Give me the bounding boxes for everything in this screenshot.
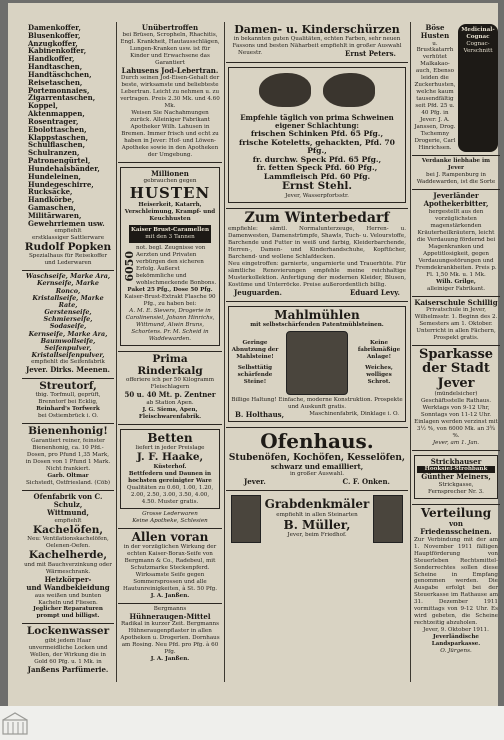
ad-top: Millionen <box>151 169 189 179</box>
mill-right-text <box>355 340 403 386</box>
ad-price: 50 u. 40 Mt. p. Zentner <box>124 390 216 400</box>
ad-sub: (mündelsicher) <box>434 391 478 398</box>
ad-l1: Geringe Abnutzung der Mahlsteine! <box>231 340 279 360</box>
list-item: Aktenmappen, <box>28 109 85 119</box>
ad-text: liefert in jeder Preislage <box>135 445 205 452</box>
ad-betten <box>118 425 222 529</box>
soap-list <box>24 273 112 359</box>
ad-rec: empfiehlt <box>54 517 82 524</box>
ad-text-2: Durch seinen Jod-Eisen-Gehalt der beste, wirksamste und beliebteste Lebertran. Leicht zu nehmen u. zu vertragen. Preis 2.30 Mk. und 4.60 Mk. <box>120 75 220 110</box>
ad-r1: Keine fabrikmäßige Anlage! <box>357 340 401 360</box>
cognac-badge <box>458 24 498 152</box>
ad-brand: Strickhauser <box>430 457 482 467</box>
footer-bar <box>0 706 504 740</box>
list-item: Gewehrriemen usw. <box>28 218 105 228</box>
ad-popken <box>22 22 114 271</box>
list-item: Hundegeschirre, <box>28 179 94 189</box>
list-item: Schulranzen, <box>28 148 80 158</box>
ad-k4s: aus weißen und bunten Kacheln und Fliesen. <box>34 592 102 606</box>
list-item: Ebolottaschen, <box>28 124 87 134</box>
ad-title: Damen- u. Kinderschürzen <box>234 23 400 36</box>
ad-title: Verdanke liebhabe im Jever <box>421 158 491 172</box>
column-rule <box>224 22 225 682</box>
ad-footer <box>231 411 403 419</box>
betten-box <box>120 429 220 509</box>
list-item: fr. fetten Speck Pfd. 60 Pfg., <box>256 163 378 173</box>
ad-sparkasse <box>412 346 500 452</box>
ad-grabdenkmaeler <box>226 491 408 548</box>
grab-text <box>265 498 370 539</box>
ad-schlachterei <box>226 63 408 209</box>
ad-title: Prima Rinderkalg <box>137 352 203 377</box>
ad-name: Rudolf Popken <box>24 240 112 253</box>
ad-name: Lahusens Jod-Lebertran. <box>121 66 219 76</box>
ad-handwriting: Grosse Lederwaren <box>142 510 198 517</box>
ad-ofenhaus <box>226 428 408 490</box>
luggage-list <box>24 24 112 228</box>
list-item: Schmierseife, <box>43 315 93 324</box>
ad-name: Günther Meiners, <box>421 472 491 482</box>
ad-name: J. A. Janßen. <box>150 656 190 663</box>
ad-title: Bienenhonig! <box>28 425 108 438</box>
ad-text: empfiehlt in allen Steinarten <box>276 511 358 518</box>
ad-text: offeriere ich per 50 Kilogramm Fleischlagern <box>125 377 215 391</box>
ad-left: Jever. <box>244 477 266 487</box>
ad-title: Hooksiel-Strohbank <box>417 466 495 473</box>
ad-sub: von Friedensscheinen. <box>420 519 492 537</box>
list-item: Baumwollseife, <box>40 336 96 345</box>
list-item: Schulflaschen, <box>28 140 86 150</box>
ad-title: Streutorf, <box>39 379 97 392</box>
ad-title: Zum Winterbedarf <box>244 209 390 226</box>
ad-text: Privatschule in Jever, Wilhelmsstr. 1. Beginn des 2. Semesters am 1. Oktober. Unterricht in allen Fächern, Prospekt gratis. <box>414 306 498 341</box>
ad-text: empfiehle: sämtl. Normalunterzeuge, Herren- u. Damenwesten, Damenstrümpfe, Shawls, Tuch- u. Velourstoffe, Barchende und Futter in weiß und farbig, Kleiderbarchende, Herren-, Damen- und Kinderhandschuhe, Kopftücher, Barchend- und wollene Schlafdecken. <box>228 226 406 261</box>
list-item: Militärwaren, <box>28 210 82 220</box>
ad-sub: alleiniger Fabrikant. <box>427 285 485 292</box>
ad-text: Zur Verbindung mit der am 1. November 1911 fälligen Hauptförderung von Steuerleben Rechtsmittel-Sonderrechtes sollen diese Scheine in Empfang genommen werden. Die Ausgabe erfolgt bei der Steuerkasse im Rathause am 31. Dezember 1911 vormittags von 9-12 Uhr. Es wird gebeten, die Scheine rechtzeitig abzuholen. <box>414 536 498 627</box>
list-item: Hundehalsbänder, <box>28 163 100 173</box>
ad-sub: Strickgasse, <box>438 481 474 488</box>
list-item: Damenkoffer, <box>28 23 81 32</box>
ad-title: Jeverländer Apothekerbitter, <box>423 191 489 209</box>
ad-r2: Weiches, wolliges Schrot. <box>365 364 393 385</box>
ad-left: Jeuguarden. <box>234 288 282 298</box>
ad-sub: Wittmund, <box>47 508 89 518</box>
ad-husten <box>118 163 222 352</box>
ad-title: Lockenwasser <box>26 625 110 638</box>
ad-text: hergestellt aus den vorzüglichsten magenstärkenden Kräuterheilkräutern, leicht die Verdauung fördernd bei Magenkranken und Appetitlosigkeit, gegen Verdauungsstörungen und Fremdekrankheiten. Preis p. Fl. 1,50 Mk. u. 1 Mk. <box>415 208 497 278</box>
strickhaus-box <box>414 455 498 498</box>
ad-name: Ernst Peters. <box>344 49 396 59</box>
list-item: Handkoffer, <box>28 54 75 64</box>
ad-tel: Fernsprecher Nr. 3. <box>428 488 484 495</box>
ad-schule <box>412 297 500 346</box>
column-4 <box>412 22 500 688</box>
ad-text-2: not. begl. Zeugnisse von Aerzten und Privaten verbürgen den sicheren Erfolg. Äußerst bekömmliche und wohlschmeckende Bonbons. <box>136 245 217 287</box>
ad-title: Ofenfabrik von C. Schulz, <box>33 491 103 510</box>
column-rule <box>116 22 117 682</box>
list-item: Handtäschchen, <box>28 69 92 79</box>
ad-text-2: Neu eingetroffen: garnierte, ungarnierte und Trauerhüte. Für sämtliche Renovierungen empfehle meine reichhaltige Musterkollektion. Anfertigung der modernen Kleider, Blusen, Kostüme und Unterröcke. Preise außerordentlich billig. <box>228 261 406 289</box>
list-item: frischen Schinken Pfd. 65 Pfg., <box>250 129 384 139</box>
ad-sub-3: in großer Auswahl. <box>289 471 345 478</box>
ad-title: Ofenhaus. <box>260 429 374 454</box>
ad-notice <box>412 156 500 190</box>
list-item: Rucksäcke, <box>28 187 73 197</box>
ad-badge-2: Cognac-Verschnitt <box>463 40 493 54</box>
husten-box <box>120 167 220 346</box>
monument-illustration <box>373 495 403 543</box>
list-item: Patronengürtel, <box>28 156 91 166</box>
ad-name-2: Maschinenfabrik, Dinklage i. O. <box>309 410 399 417</box>
pig-illustrations <box>231 70 403 114</box>
ad-k1s: Neu: Ventilationskachelöfen, Oelenen-Oefen. <box>27 536 109 550</box>
ad-top-2: gebrauchen gegen <box>143 178 197 185</box>
column-rule <box>410 22 411 682</box>
ad-strickhaus <box>412 451 500 504</box>
ad-title: Unübertroffen <box>141 23 199 32</box>
ad-handwriting: Jever, am 1. Jan. <box>432 440 480 447</box>
ad-seife <box>118 529 222 604</box>
ad-title: Verteilung <box>420 505 492 520</box>
list-item: Kristallseife, Marke Rate, <box>32 293 104 309</box>
list-item: Rosentrager, <box>28 116 79 126</box>
mill-left-text <box>231 340 279 386</box>
schlachterei-box <box>228 67 406 203</box>
mahlmuehlen-box <box>228 306 406 423</box>
ad-dealers: A. M. E. Sievers, Drogerie in Carolinensiel, Johann Hinrichs, Wittmund, Alwin Bruns, Schortens. Pr. M. Scheid in Waddewarden. <box>125 308 215 342</box>
ad-prices: Qualitäten zu 0.60, 1.00, 1.20, 2.00, 2.50, 3.00, 3.50, 4.00, 4.50. Muster gratis. <box>126 484 214 505</box>
list-item: Waschseife, Marke Ara, <box>25 272 111 281</box>
list-item: Kristallseifenpulver, <box>31 351 105 360</box>
list-item: Blusenkoffer, <box>28 30 81 40</box>
ad-note: empfiehlt die Seifenfabrik <box>31 359 105 366</box>
ad-winterbedarf <box>226 209 408 302</box>
list-item: fr. durchw. Speck Pfd. 65 Pfg., <box>252 154 382 164</box>
ad-k3: Heizkörper- <box>44 575 92 585</box>
library-logo-icon <box>2 712 28 736</box>
ad-recommend: empfiehlt <box>54 227 82 234</box>
ad-date: Jever, 9. Oktober 1911. <box>423 627 489 634</box>
ad-addr: Sichstedt, Ostfriesland. (Cöb) <box>25 479 111 486</box>
ad-sub: mit selbstschärfenden Patentmühlsteinen. <box>250 321 384 328</box>
ad-title: Mahlmühlen <box>274 307 360 322</box>
column-3 <box>226 22 408 688</box>
ad-lebertran <box>118 22 222 163</box>
ad-seifenfabrik <box>22 271 114 378</box>
husten-row <box>414 24 498 152</box>
ad-title: Sparkasse der Stadt Jever <box>418 346 494 391</box>
ad-brand-2: mit den 3 Tannen <box>145 234 195 241</box>
ad-schuerzen <box>226 22 408 63</box>
pig-image <box>323 73 375 107</box>
ad-text: u. Brustkatarrh verhütet Malkakao- auch, Ebenso leiden die Zuckerhusten, welche kaum tausendfältig seit Pfd. 25 u. 40 Pfg. in Jever: J. A. Janssen, Drog. Tschemny Drogerie, Carl Hinrichsen. <box>414 40 456 152</box>
ad-text-3: Kaiser-Brust-Extrakt Flasche 90 Pfg., zu haben bei: <box>124 294 216 308</box>
ad-title: HUSTEN <box>129 184 211 203</box>
ad-text: Geschäftsstelle Rathaus. Werktags von 9-12 Uhr, Sonntags von 11-12 Uhr. Einlagen werden verzinst mit 3½ %, von 6000 Mk. an 3¾ %. <box>414 398 498 440</box>
ad-note: Billige Haltung! Einfache, moderne Konstruktion. Prospekte und Auskunft gratis. <box>231 396 403 410</box>
ad-footer <box>228 50 406 58</box>
list-item: Hundeleinen, <box>28 171 81 181</box>
list-item: Koppel, <box>28 101 58 111</box>
ad-sub-2: schwarz und emailliert, <box>270 462 364 472</box>
ad-addr: Jever, beim Friedhof. <box>287 532 347 539</box>
ad-note: Jeglicher Reparaturen prompt und billigst. <box>33 606 103 620</box>
ad-text-2: ab Station Apen. <box>146 399 194 406</box>
grab-row <box>228 493 406 545</box>
ad-sub: Spezialhaus für Reisekoffer und Lederwaren <box>28 253 108 267</box>
ad-text: Heiserkeit, Katarrh, Verschleimung, Krampf- und Keuchhusten <box>124 202 216 223</box>
ad-title: Böse Husten <box>420 23 450 41</box>
ad-price: Paket 25 Pfg., Dose 50 Pfg. <box>127 287 213 294</box>
ad-title: Hühneraugen-Mittel <box>129 611 211 621</box>
list-item: Gamaschen, <box>28 203 76 213</box>
ad-handwriting-2: Keine Apotheke, Schlesien <box>132 517 208 524</box>
list-item: Handkörbe, <box>28 195 75 205</box>
ad-text-2: Bettfedern und Daunen in hochsten gereinigter Ware <box>128 470 212 484</box>
ad-name: Ernst Stehl. <box>282 180 352 193</box>
ad-name: B. Müller, <box>283 517 351 532</box>
ad-title: Kaiserschule Schillig <box>414 297 498 307</box>
ad-top: Bergmanns <box>153 606 187 612</box>
husten-text <box>414 24 456 152</box>
ad-k1: Kachelöfen, <box>32 523 104 536</box>
ad-rinderkalg <box>118 352 222 425</box>
list-item: Kernseife, Marke Ara, <box>28 329 108 338</box>
list-item: Portemonnaies, <box>28 85 90 95</box>
ad-title: Betten <box>147 430 193 445</box>
ad-addr: Jever, Wasserpfortsstr. <box>285 192 349 199</box>
list-item: Kernseife, Marke Ronco, <box>37 279 99 295</box>
ad-k2s: und mit Bauchverzinkung oder Wärmeschrank. <box>24 562 112 576</box>
ad-recommend-2: erstklassiger Sattlerware <box>31 234 105 241</box>
list-item: Gerstenseife, <box>44 308 92 317</box>
ad-name: J. F. Haake, <box>136 451 204 464</box>
ad-k4: und Wandbekleidung <box>26 583 110 593</box>
ad-friedensscheine <box>412 505 500 659</box>
ad-text: tbig. Torfmull, geprüft, Brenntorf bei Ecklig, <box>35 392 101 406</box>
ad-name: Garb. Oltmar <box>47 472 89 479</box>
ad-text: gibt jedem Haar unvermeidliche Locken und Wellen, der Wirkung die in Gold 60 Pfg. u. 1 Mk. in <box>28 638 108 666</box>
ad-huehneraugen <box>118 604 222 666</box>
ad-footer <box>228 289 406 297</box>
ad-k2: Kachelherde, <box>28 549 108 562</box>
ad-title: Grabdenkmäler <box>264 497 370 512</box>
ad-brand: Kaiser Brust-Caramellen <box>131 227 210 234</box>
ad-text: bei Brüsen, Scropheln, Rhachitis, Engl. Krankheit, Hautausschlägen, Lungen-Kranken usw. ist für Kinder und Erwachsene das Garantiert <box>120 32 220 67</box>
ad-addr: bei Ostiembrück i. O. <box>37 413 99 420</box>
list-item: Anzugkoffer, <box>28 38 78 48</box>
ad-name: Reinhard's Torfwerk <box>36 406 100 413</box>
ad-name: Wilh. Grilge, <box>436 278 476 285</box>
ad-name: Jeverländische Landsparkasse. <box>431 634 481 648</box>
pig-image <box>259 73 311 107</box>
ad-text: in bekannten guten Qualitäten, echten Farben, sehr neuen Fassons und besten Näharbeit empfiehlt in großer Auswahl <box>232 36 402 50</box>
ad-name: Jever. Dirks. Meenen. <box>25 365 110 375</box>
list-item: Sodaseife, <box>49 322 87 331</box>
list-item: Seifenpulver, <box>44 343 92 352</box>
ad-line: Empfehle täglich von prima Schweinen eigener Schlachtung: <box>240 112 394 130</box>
ad-footer <box>228 478 406 486</box>
ad-l2: Selbsttätig schärfende Steine! <box>237 364 273 385</box>
ad-text: Garantiert reiner, feinster Bienenhonig, ca. 10 Pfd.-Dosen, pro Pfund 1,35 Mark, in Dosen von 1 Pfund 1 Mark. Nicht frankiert. <box>25 437 111 472</box>
list-item: Klappstaschen, <box>28 132 89 142</box>
ad-num: 6050 <box>123 250 136 282</box>
ad-name: J. G. Siems, Apen, Fleischwarenfabrik. <box>138 406 202 420</box>
list-item: Reisetaschen, <box>28 77 83 87</box>
mill-illustration <box>286 331 348 395</box>
list-item: Lammfleisch Pfd. 60 Pfg. <box>263 171 371 181</box>
meat-list <box>231 130 403 181</box>
ad-apothekerbitter <box>412 190 500 296</box>
ad-left: Neuestr. <box>238 50 263 57</box>
ad-ofenfabrik <box>22 491 114 625</box>
ad-lockenwasser <box>22 624 114 677</box>
ad-text: in der vorzüglichen Wirkung der echten Kaiser-Borax-Seife von Bergmann & Co., Radebeul, mit Schutzmarke Steckenpferd. Wirksamste Seife gegen Sommersprossen und alle Hautunreinigkeiten, à St. 50 Pfg. <box>122 544 218 593</box>
brand-label <box>129 225 211 243</box>
ad-name: Janßens Parfümerie. <box>27 665 109 675</box>
column-2 <box>118 22 222 688</box>
ad-name: C. F. Onken. <box>342 477 390 487</box>
list-item: Kabinenkoffer, <box>28 46 87 56</box>
ad-text: Radikal in kurzer Zeit. Bergmanns Hühneraugenpflaster in allen Apotheken u. Drogerien. Dornhaus am Rosing. Neu Pfd. pro Pfg. à 60 Pfg. <box>120 621 220 656</box>
column-1 <box>22 22 114 688</box>
list-item: frische Koteletts, gehackten, Pfd. 70 Pfg., <box>239 137 395 156</box>
list-item: Zigarrentaschen, <box>28 93 96 103</box>
ad-mahlmuehlen <box>226 302 408 429</box>
ad-name: B. Holthaus, <box>235 409 285 419</box>
husten-row <box>123 245 217 287</box>
ad-sub: Stubenöfen, Kochöfen, Kesselöfen, <box>228 452 406 463</box>
mill-row <box>231 329 403 397</box>
ad-name: Eduard Levy. <box>349 288 400 298</box>
ad-name: J. A. Janßen. <box>150 593 190 600</box>
ad-streutorf <box>22 379 114 425</box>
ad-husten-2 <box>412 22 500 156</box>
ad-text-3: Weisen Sie Nachahmungen zurück. Alleiniger Fabrikant Apotheker Wilh. Lahusen in Bremen. Immer frisch und echt zu haben in Jever: Hof- und Löwen-Apotheke sowie in den Apotheken der Umgebung. <box>121 110 219 159</box>
ad-text: bei J. Rampenburg in Waddewarden, ist die Sorte <box>416 172 496 186</box>
list-item: Handtaschen, <box>28 62 83 72</box>
ad-badge: Medicinal-Cognac <box>461 27 495 40</box>
ad-honey <box>22 424 114 491</box>
ad-title: Allen voran <box>131 529 209 544</box>
ad-sub: Küsterhof. <box>153 463 187 470</box>
ad-sign: O. Jürgens. <box>440 648 472 655</box>
monument-illustration <box>231 495 261 543</box>
